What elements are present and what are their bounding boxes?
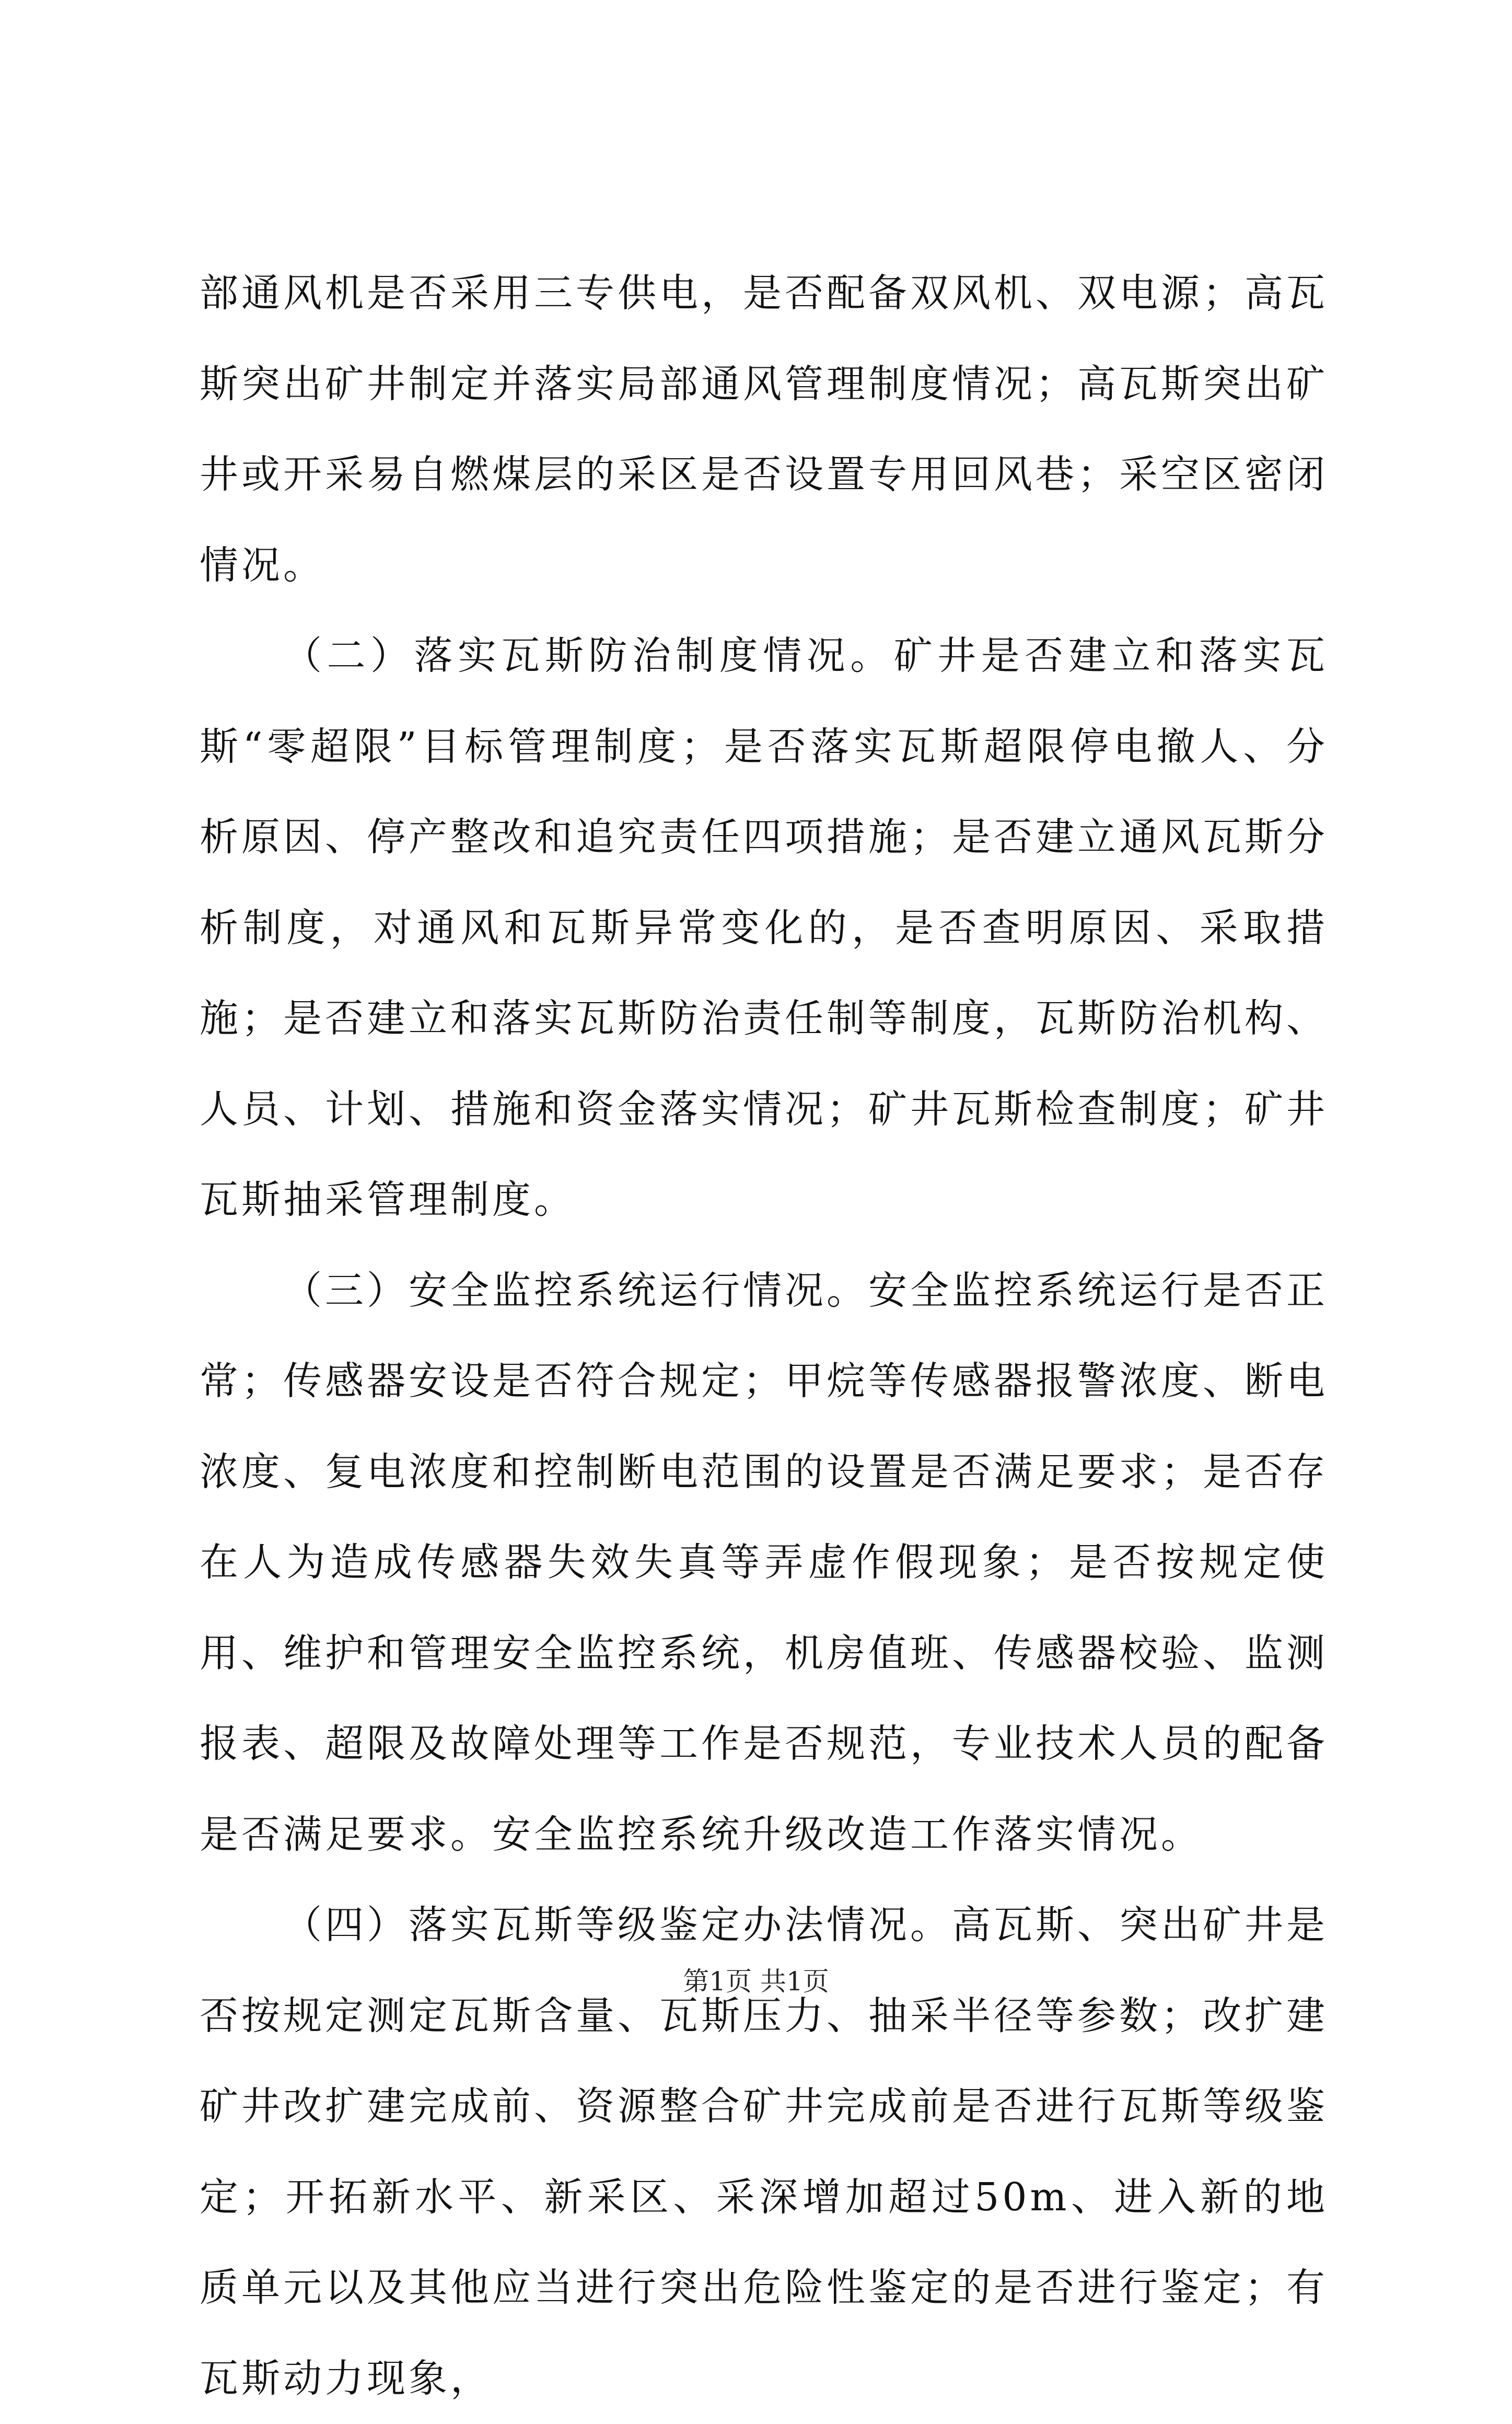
paragraph-2: （二）落实瓦斯防治制度情况。矿井是否建立和落实瓦斯“零超限”目标管理制度；是否落实瓦斯超限停电撤人、分析原因、停产整改和追究责任四项措施；是否建立通风瓦斯分析制度，对通风和瓦斯异常变化的，是否查明原因、采取措施；是否建立和落实瓦斯防治责任制等制度，瓦斯防治机构、人员、计划、措施和资金落实情况；矿井瓦斯检查制度；矿井瓦斯抽采管理制度。 [200, 633, 1328, 1222]
paragraph-3: （三）安全监控系统运行情况。安全监控系统运行是否正常；传感器安设是否符合规定；甲烷等传感器报警浓度、断电浓度、复电浓度和控制断电范围的设置是否满足要求；是否存在人为造成传感器失效失真等弄虚作假现象；是否按规定使用、维护和管理安全监控系统，机房值班、传感器校验、监测报表、超限及故障处理等工作是否规范，专业技术人员的配备是否满足要求。安全监控系统升级改造工作落实情况。 [200, 1268, 1328, 1857]
paragraph-1: 部通风机是否采用三专供电，是否配备双风机、双电源；高瓦斯突出矿井制定并落实局部通风管理制度情况；高瓦斯突出矿井或开采易自燃煤层的采区是否设置专用回风巷；采空区密闭情况。 [200, 271, 1328, 588]
paragraph-4: （四）落实瓦斯等级鉴定办法情况。高瓦斯、突出矿井是否按规定测定瓦斯含量、瓦斯压力、抽采半径等参数；改扩建矿井改扩建完成前、资源整合矿井完成前是否进行瓦斯等级鉴定；开拓新水平、新采区、采深增加超过50m、进入新的地质单元以及其他应当进行突出危险性鉴定的是否进行鉴定；有瓦斯动力现象， [200, 1903, 1328, 2401]
document-body [200, 248, 1328, 2424]
page-footer [0, 1966, 1512, 1997]
page-number: 第1页 共1页 [683, 1966, 829, 1997]
